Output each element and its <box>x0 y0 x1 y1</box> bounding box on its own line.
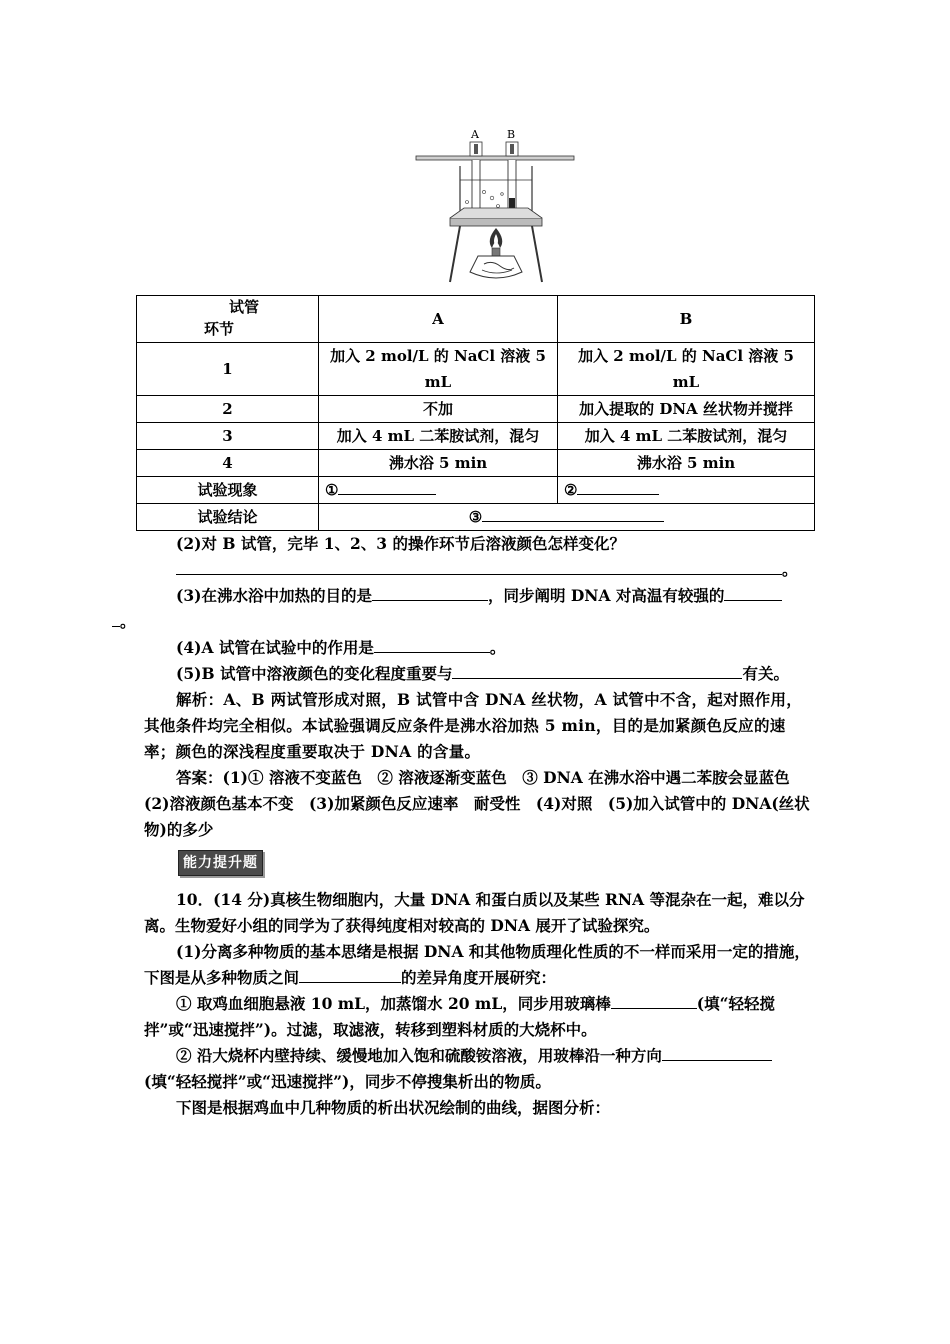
tube-b-cell: 沸水浴 5 min <box>558 450 815 477</box>
question-10-intro: 10．(14 分)真核生物细胞内，大量 DNA 和蛋白质以及某些 RNA 等混杂在一起，难以分离。生物爱好小组的同学为了获得纯度相对较高的 DNA 展开了试验探究。 <box>144 890 805 935</box>
phenomenon-label: 试验现象 <box>137 477 319 504</box>
section-badge: 能力提升题 <box>178 850 263 876</box>
diagonal-header-cell <box>137 296 319 343</box>
answer-blank[interactable] <box>374 636 490 653</box>
answer-blank[interactable] <box>662 1044 772 1061</box>
step-cell: 3 <box>137 423 319 450</box>
question-3-text-a: (3)在沸水浴中加热的目的是 <box>176 586 372 605</box>
tube-b-cell: 加入 4 mL 二苯胺试剂，混匀 <box>558 423 815 450</box>
question-5 <box>144 661 812 687</box>
question-10-step-2 <box>144 1043 812 1095</box>
phenomenon-row <box>137 477 815 504</box>
answer-blank[interactable] <box>338 478 436 495</box>
question-3-text-b: ，同步阐明 DNA 对高温有较强的 <box>487 586 725 605</box>
header-step-label: 环节 <box>204 320 235 338</box>
question-10-block <box>144 887 812 1121</box>
question-10-part-1 <box>144 939 812 991</box>
question-5-text: (5)B 试管中溶液颜色的变化程度重要与 <box>176 664 453 683</box>
step-cell: 4 <box>137 450 319 477</box>
question-5-end: 有关。 <box>742 664 789 683</box>
answer-blank[interactable] <box>611 992 697 1009</box>
answer-blank[interactable] <box>112 610 120 627</box>
question-2-answer-line <box>144 557 812 583</box>
answer-blank[interactable] <box>372 584 488 601</box>
apparatus-figure <box>412 124 578 288</box>
tube-a-cell: 不加 <box>319 396 558 423</box>
tube-b-label: B <box>507 128 516 141</box>
step-2-text-a: ② 沿大烧杯内壁持续、缓慢地加入饱和硫酸铵溶液，用玻棒沿一种方向 <box>176 1046 662 1065</box>
question-2-text: (2)对 B 试管，完毕 1、2、3 的操作环节后溶液颜色怎样变化？ <box>176 534 625 553</box>
tube-a-cell: 沸水浴 5 min <box>319 450 558 477</box>
tube-a-cell: 加入 2 mol/L 的 NaCl 溶液 5 mL <box>319 343 558 396</box>
experiment-table <box>136 295 815 531</box>
table-row <box>137 450 815 477</box>
answer-blank[interactable] <box>299 966 401 983</box>
blank-marker: ② <box>564 481 578 499</box>
part-1-text-b: 的差异角度开展研究： <box>401 968 557 987</box>
header-col-a: A <box>319 296 558 343</box>
step-1-text-a: ① 取鸡血细胞悬液 10 mL，加蒸馏水 20 mL，同步用玻璃棒 <box>176 994 611 1013</box>
tube-a-cell: 加入 4 mL 二苯胺试剂，混匀 <box>319 423 558 450</box>
answer-blank[interactable] <box>577 478 659 495</box>
blank-marker: ③ <box>468 508 483 526</box>
conclusion-cell <box>319 504 815 531</box>
table-row <box>137 423 815 450</box>
tube-b-cell: 加入 2 mol/L 的 NaCl 溶液 5 mL <box>558 343 815 396</box>
step-cell: 1 <box>137 343 319 396</box>
phenomenon-b-cell <box>558 477 815 504</box>
part-1-text-a: (1)分离多种物质的基本思绪是根据 DNA 和其他物质理化性质的不一样而采用一定的措施，下图是从多种物质之间 <box>144 942 810 987</box>
table-header-row <box>137 296 815 343</box>
table-row <box>137 396 815 423</box>
step-1-text-b: (填“轻轻搅拌”或“迅速搅拌”)。过滤，取滤液，转移到塑料材质的大烧杯中。 <box>144 994 775 1039</box>
punctuation: 。 <box>120 612 136 631</box>
question-2 <box>144 531 812 557</box>
question-4-text: (4)A 试管在试验中的作用是 <box>176 638 374 657</box>
answer-blank[interactable] <box>482 505 664 522</box>
questions-block <box>120 531 812 843</box>
table-row <box>137 343 815 396</box>
punctuation: 。 <box>782 560 798 579</box>
answer-blank[interactable] <box>724 584 782 601</box>
header-tube-label: 试管 <box>229 298 260 316</box>
step-cell: 2 <box>137 396 319 423</box>
step-2-text-b: (填“轻轻搅拌”或“迅速搅拌”)，同步不停搜集析出的物质。 <box>144 1072 551 1091</box>
answer-paragraph: 答案：(1)① 溶液不变蓝色 ② 溶液逐渐变蓝色 ③ DNA 在沸水浴中遇二苯胺会显蓝色 (2)溶液颜色基本不变 (3)加紧颜色反应速率 耐受性 (4)对照 (5)加入试管中的 DNA(丝状物)的多少 <box>144 768 810 839</box>
blank-marker: ① <box>325 481 339 499</box>
answer-blank[interactable] <box>176 558 782 575</box>
phenomenon-a-cell <box>319 477 558 504</box>
water-bath-apparatus-icon <box>412 124 578 288</box>
question-3 <box>120 583 812 635</box>
header-col-b: B <box>558 296 815 343</box>
conclusion-label: 试验结论 <box>137 504 319 531</box>
question-4 <box>144 635 812 661</box>
punctuation: 。 <box>489 638 506 657</box>
question-10-last-line: 下图是根据鸡血中几种物质的析出状况绘制的曲线，据图分析： <box>176 1098 611 1117</box>
tube-b-cell: 加入提取的 DNA 丝状物并搅拌 <box>558 396 815 423</box>
question-10-step-1 <box>144 991 812 1043</box>
analysis-paragraph: 解析：A、B 两试管形成对照，B 试管中含 DNA 丝状物，A 试管中不含，起对照作用，其他条件均完全相似。本试验强调反应条件是沸水浴加热 5 min，目的是加紧颜色反应的速率；颜色的深浅程度重要取决于 DNA 的含量。 <box>144 690 803 761</box>
conclusion-row <box>137 504 815 531</box>
tube-a-label: A <box>471 128 479 141</box>
answer-blank[interactable] <box>452 662 742 679</box>
